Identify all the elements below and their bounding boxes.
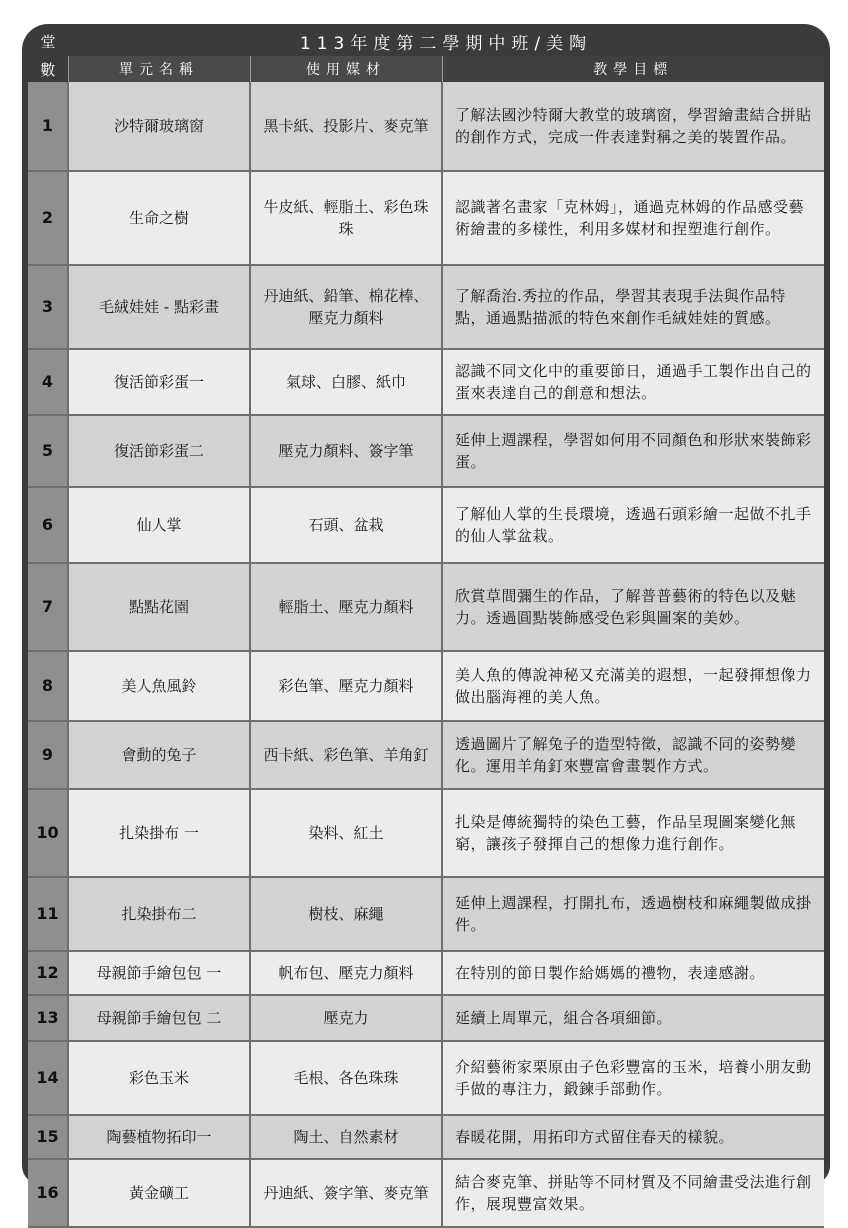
goal-cell: 在特別的節日製作給媽媽的禮物，表達感謝。: [442, 951, 824, 995]
column-header-row: [28, 56, 824, 82]
lesson-number: 8: [28, 651, 68, 721]
unit-name: 毛絨娃娃 - 點彩畫: [68, 265, 250, 349]
media-cell: 西卡紙、彩色筆、羊角釘: [250, 721, 442, 789]
column-header-goal: 教學目標: [442, 56, 824, 82]
table-row: [28, 877, 824, 951]
media-cell: 樹枝、麻繩: [250, 877, 442, 951]
goal-cell: 延伸上週課程，打開扎布，透過樹枝和麻繩製做成掛件。: [442, 877, 824, 951]
unit-name: 黃金礦工: [68, 1159, 250, 1227]
lesson-number: 14: [28, 1041, 68, 1115]
goal-cell: 欣賞草間彌生的作品，了解普普藝術的特色以及魅力。透過圓點裝飾感受色彩與圖案的美妙。: [442, 563, 824, 651]
media-cell: 壓克力顏料、簽字筆: [250, 415, 442, 487]
table-row: [28, 349, 824, 415]
goal-cell: 美人魚的傳說神秘又充滿美的遐想，一起發揮想像力做出腦海裡的美人魚。: [442, 651, 824, 721]
lesson-number: 11: [28, 877, 68, 951]
media-cell: 染料、紅土: [250, 789, 442, 877]
media-cell: 黑卡紙、投影片、麥克筆: [250, 82, 442, 171]
lesson-number: 9: [28, 721, 68, 789]
table-row: [28, 789, 824, 877]
lesson-number: 16: [28, 1159, 68, 1227]
lesson-number: 5: [28, 415, 68, 487]
goal-cell: 扎染是傳統獨特的染色工藝，作品呈現圖案變化無窮，讓孩子發揮自己的想像力進行創作。: [442, 789, 824, 877]
goal-cell: 認識著名畫家「克林姆」，通過克林姆的作品感受藝術繪畫的多樣性，利用多媒材和捏塑進行創作。: [442, 171, 824, 265]
media-cell: 石頭、盆栽: [250, 487, 442, 563]
table-row: [28, 1159, 824, 1227]
media-cell: 帆布包、壓克力顏料: [250, 951, 442, 995]
goal-cell: 延續上周單元，組合各項細節。: [442, 995, 824, 1041]
goal-cell: 認識不同文化中的重要節日，通過手工製作出自己的蛋來表達自己的創意和想法。: [442, 349, 824, 415]
lesson-number: 6: [28, 487, 68, 563]
table-row: [28, 1115, 824, 1159]
table-row: [28, 951, 824, 995]
index-header-bottom: 數: [40, 60, 56, 79]
lesson-number: 10: [28, 789, 68, 877]
lesson-number: 12: [28, 951, 68, 995]
lesson-number: 3: [28, 265, 68, 349]
table-row: [28, 563, 824, 651]
media-cell: 彩色筆、壓克力顏料: [250, 651, 442, 721]
unit-name: 復活節彩蛋一: [68, 349, 250, 415]
media-cell: 氣球、白膠、紙巾: [250, 349, 442, 415]
table-row: [28, 415, 824, 487]
table-row: [28, 651, 824, 721]
media-cell: 陶土、自然素材: [250, 1115, 442, 1159]
unit-name: 點點花園: [68, 563, 250, 651]
curriculum-table: [28, 26, 824, 1228]
index-header-top: 堂: [40, 32, 56, 51]
media-cell: 輕脂土、壓克力顏料: [250, 563, 442, 651]
column-header-media: 使用媒材: [250, 56, 442, 82]
goal-cell: 了解喬治.秀拉的作品，學習其表現手法與作品特點，通過點描派的特色來創作毛絨娃娃的質感。: [442, 265, 824, 349]
table-row: [28, 995, 824, 1041]
lesson-number: 1: [28, 82, 68, 171]
table-row: [28, 82, 824, 171]
goal-cell: 結合麥克筆、拼貼等不同材質及不同繪畫受法進行創作，展現豐富效果。: [442, 1159, 824, 1227]
media-cell: 丹迪紙、簽字筆、麥克筆: [250, 1159, 442, 1227]
unit-name: 生命之樹: [68, 171, 250, 265]
media-cell: 丹迪紙、鉛筆、棉花棒、壓克力顏料: [250, 265, 442, 349]
unit-name: 扎染掛布二: [68, 877, 250, 951]
unit-name: 美人魚風鈴: [68, 651, 250, 721]
table-row: [28, 487, 824, 563]
media-cell: 毛根、各色珠珠: [250, 1041, 442, 1115]
table-row: [28, 171, 824, 265]
lesson-number: 13: [28, 995, 68, 1041]
unit-name: 母親節手繪包包 一: [68, 951, 250, 995]
unit-name: 復活節彩蛋二: [68, 415, 250, 487]
lesson-number: 15: [28, 1115, 68, 1159]
media-cell: 牛皮紙、輕脂土、彩色珠珠: [250, 171, 442, 265]
page-title: 113年度第二學期中班/美陶: [299, 33, 593, 54]
column-header-unit-name: 單元名稱: [68, 56, 250, 82]
unit-name: 陶藝植物拓印一: [68, 1115, 250, 1159]
unit-name: 沙特爾玻璃窗: [68, 82, 250, 171]
media-cell: 壓克力: [250, 995, 442, 1041]
table-row: [28, 265, 824, 349]
goal-cell: 延伸上週課程，學習如何用不同顏色和形狀來裝飾彩蛋。: [442, 415, 824, 487]
unit-name: 仙人掌: [68, 487, 250, 563]
goal-cell: 介紹藝術家栗原由子色彩豐富的玉米，培養小朋友動手做的專注力，鍛鍊手部動作。: [442, 1041, 824, 1115]
title-row: [28, 26, 824, 56]
unit-name: 會動的兔子: [68, 721, 250, 789]
goal-cell: 了解法國沙特爾大教堂的玻璃窗，學習繪畫結合拼貼的創作方式，完成一件表達對稱之美的裝置作品。: [442, 82, 824, 171]
unit-name: 母親節手繪包包 二: [68, 995, 250, 1041]
goal-cell: 透過圖片了解兔子的造型特徵，認識不同的姿勢變化。運用羊角釘來豐富會畫製作方式。: [442, 721, 824, 789]
unit-name: 扎染掛布 一: [68, 789, 250, 877]
unit-name: 彩色玉米: [68, 1041, 250, 1115]
goal-cell: 了解仙人掌的生長環境，透過石頭彩繪一起做不扎手的仙人掌盆栽。: [442, 487, 824, 563]
table-row: [28, 721, 824, 789]
lesson-number: 4: [28, 349, 68, 415]
lesson-number: 2: [28, 171, 68, 265]
table-row: [28, 1041, 824, 1115]
lesson-number: 7: [28, 563, 68, 651]
goal-cell: 春暖花開，用拓印方式留住春天的樣貌。: [442, 1115, 824, 1159]
curriculum-sheet: [22, 24, 830, 1213]
